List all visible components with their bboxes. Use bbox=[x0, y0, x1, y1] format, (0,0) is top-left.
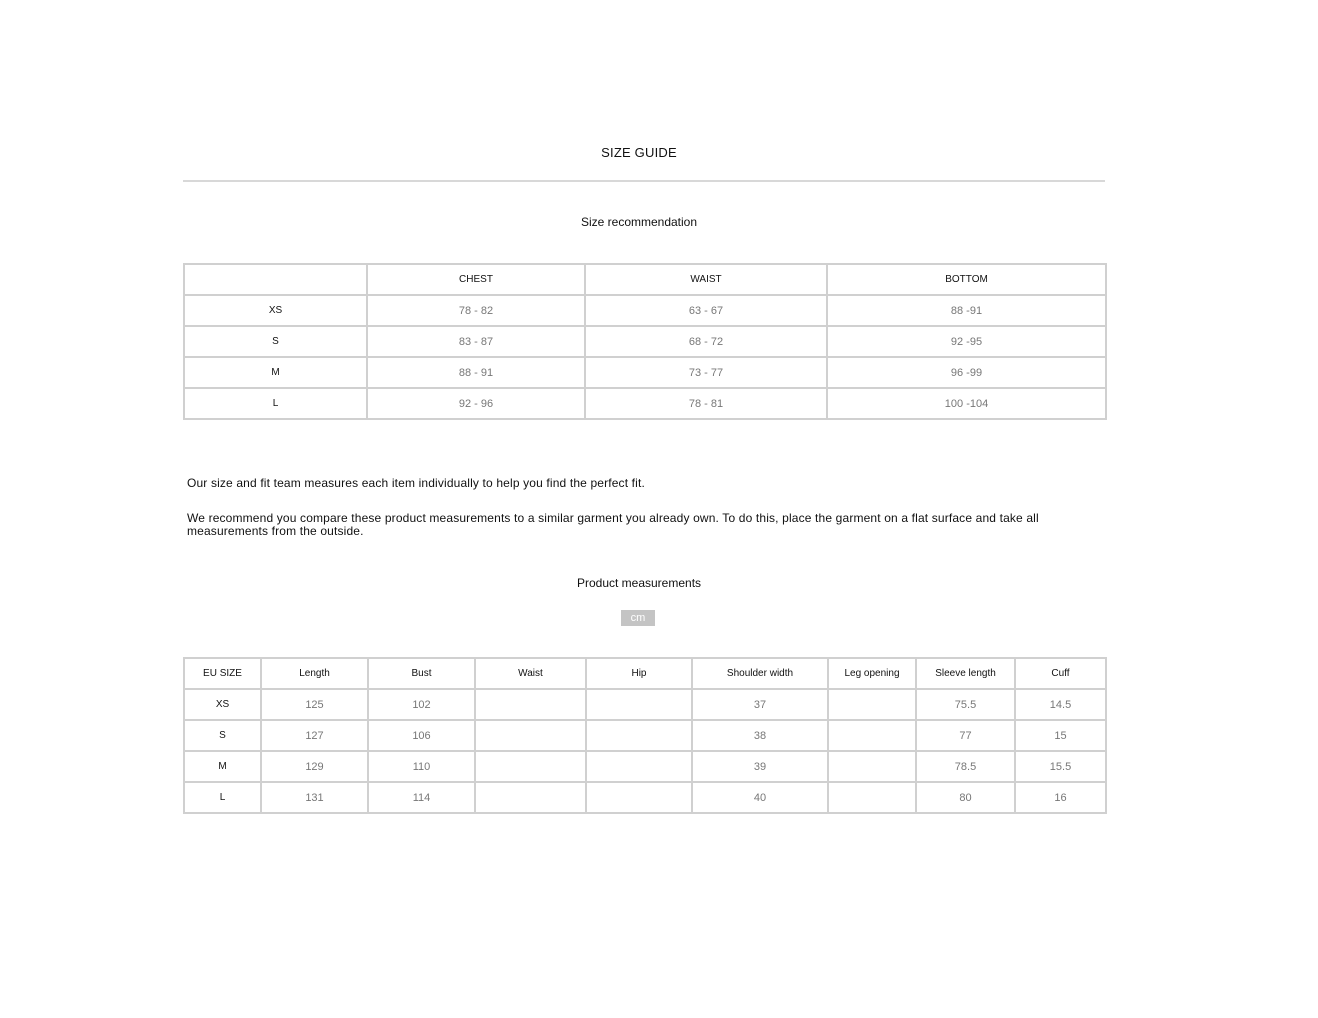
page-title: SIZE GUIDE bbox=[601, 145, 677, 160]
table-cell bbox=[475, 782, 586, 813]
header-cell: Waist bbox=[475, 658, 586, 689]
table-row bbox=[184, 720, 1106, 751]
table-cell: 83 - 87 bbox=[367, 326, 585, 357]
header-cell: Hip bbox=[586, 658, 692, 689]
size-recommendation-heading: Size recommendation bbox=[580, 215, 698, 229]
table-cell: 75.5 bbox=[916, 689, 1015, 720]
table-cell: 14.5 bbox=[1015, 689, 1106, 720]
table-cell: 78 - 82 bbox=[367, 295, 585, 326]
table-row bbox=[184, 295, 1106, 326]
table-cell: 80 bbox=[916, 782, 1015, 813]
table-cell: 78.5 bbox=[916, 751, 1015, 782]
table-cell: 15.5 bbox=[1015, 751, 1106, 782]
table-row bbox=[184, 782, 1106, 813]
size-label-cell: M bbox=[184, 751, 261, 782]
table-cell: 131 bbox=[261, 782, 368, 813]
table-cell bbox=[586, 751, 692, 782]
fit-team-paragraph: Our size and fit team measures each item individually to help you find the perfect fit. bbox=[187, 476, 645, 490]
table-cell: 106 bbox=[368, 720, 475, 751]
table-cell: 110 bbox=[368, 751, 475, 782]
header-cell bbox=[184, 264, 367, 295]
table-cell: 102 bbox=[368, 689, 475, 720]
table-row bbox=[184, 751, 1106, 782]
table-cell bbox=[828, 720, 916, 751]
table-cell: 37 bbox=[692, 689, 828, 720]
table-cell: 88 - 91 bbox=[367, 357, 585, 388]
table-cell: 68 - 72 bbox=[585, 326, 827, 357]
size-label-cell: XS bbox=[184, 295, 367, 326]
table-header-row bbox=[184, 658, 1106, 689]
header-cell: BOTTOM bbox=[827, 264, 1106, 295]
title-divider bbox=[183, 180, 1105, 182]
header-cell: EU SIZE bbox=[184, 658, 261, 689]
header-cell: CHEST bbox=[367, 264, 585, 295]
size-label-cell: XS bbox=[184, 689, 261, 720]
table-cell bbox=[586, 689, 692, 720]
table-cell: 39 bbox=[692, 751, 828, 782]
table-cell: 114 bbox=[368, 782, 475, 813]
table-cell: 38 bbox=[692, 720, 828, 751]
table-cell bbox=[475, 751, 586, 782]
table-cell bbox=[828, 689, 916, 720]
table-cell: 16 bbox=[1015, 782, 1106, 813]
table-cell: 77 bbox=[916, 720, 1015, 751]
table-cell: 96 -99 bbox=[827, 357, 1106, 388]
header-cell: Shoulder width bbox=[692, 658, 828, 689]
header-cell: Bust bbox=[368, 658, 475, 689]
product-measurements-heading: Product measurements bbox=[576, 576, 702, 590]
table-cell: 78 - 81 bbox=[585, 388, 827, 419]
table-cell: 125 bbox=[261, 689, 368, 720]
table-cell: 15 bbox=[1015, 720, 1106, 751]
table-cell: 100 -104 bbox=[827, 388, 1106, 419]
table-cell: 92 -95 bbox=[827, 326, 1106, 357]
table-row bbox=[184, 689, 1106, 720]
table-cell: 63 - 67 bbox=[585, 295, 827, 326]
size-label-cell: S bbox=[184, 720, 261, 751]
table-cell bbox=[828, 751, 916, 782]
table-cell bbox=[828, 782, 916, 813]
table-cell: 129 bbox=[261, 751, 368, 782]
size-label-cell: S bbox=[184, 326, 367, 357]
size-label-cell: L bbox=[184, 782, 261, 813]
table-row bbox=[184, 326, 1106, 357]
table-cell: 73 - 77 bbox=[585, 357, 827, 388]
header-cell: Leg opening bbox=[828, 658, 916, 689]
header-cell: WAIST bbox=[585, 264, 827, 295]
size-label-cell: M bbox=[184, 357, 367, 388]
size-recommendation-table bbox=[183, 263, 1107, 420]
header-cell: Cuff bbox=[1015, 658, 1106, 689]
product-measurements-table bbox=[183, 657, 1107, 814]
unit-badge[interactable]: cm bbox=[621, 610, 655, 626]
table-row bbox=[184, 357, 1106, 388]
measurement-advice-paragraph: We recommend you compare these product measurements to a similar garment you already own. To do this, place the garment on a flat surface and take all measurements from the outside. bbox=[187, 511, 1039, 538]
table-header-row bbox=[184, 264, 1106, 295]
table-cell: 92 - 96 bbox=[367, 388, 585, 419]
table-cell: 88 -91 bbox=[827, 295, 1106, 326]
table-cell bbox=[586, 720, 692, 751]
size-label-cell: L bbox=[184, 388, 367, 419]
table-row bbox=[184, 388, 1106, 419]
table-cell bbox=[475, 689, 586, 720]
header-cell: Length bbox=[261, 658, 368, 689]
table-cell: 40 bbox=[692, 782, 828, 813]
header-cell: Sleeve length bbox=[916, 658, 1015, 689]
table-cell bbox=[586, 782, 692, 813]
table-cell bbox=[475, 720, 586, 751]
table-cell: 127 bbox=[261, 720, 368, 751]
